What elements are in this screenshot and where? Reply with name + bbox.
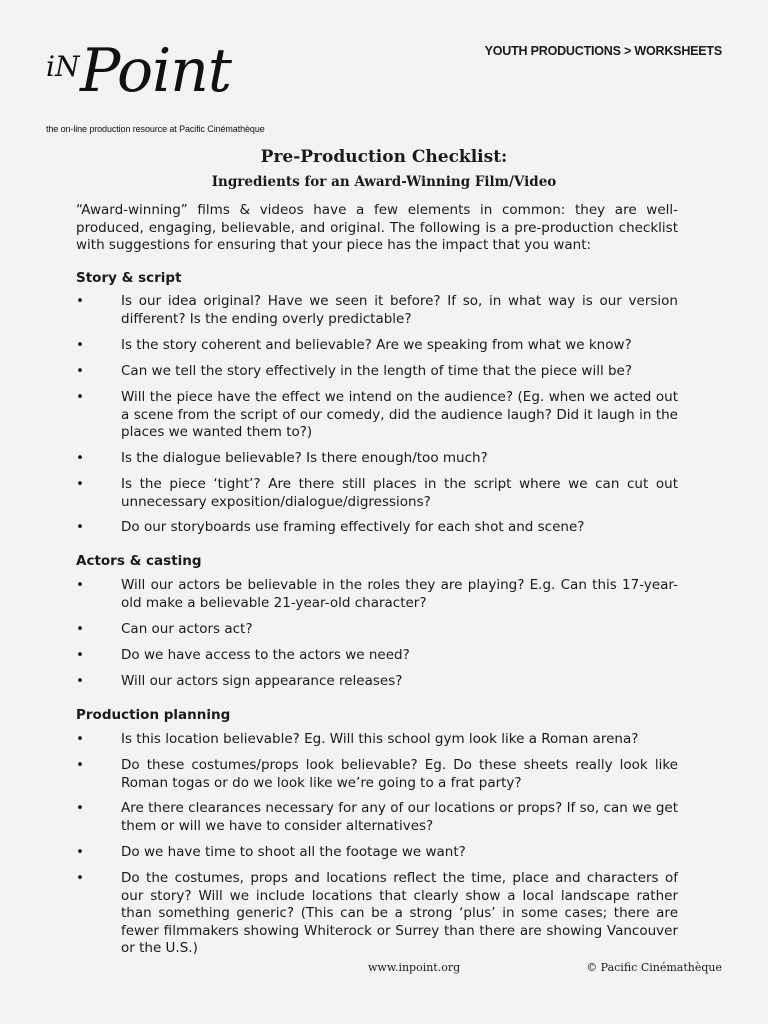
breadcrumb[interactable]: YOUTH PRODUCTIONS > WORKSHEETS [484, 44, 722, 58]
bullet: • [76, 731, 84, 747]
bullet: • [76, 577, 84, 593]
bullet: • [76, 450, 84, 466]
bullet: • [76, 476, 84, 492]
bullet: • [76, 673, 84, 689]
list-item-text: Is this location believable? Eg. Will this school gym look like a Roman arena? [121, 731, 639, 747]
list-item-text: Is the dialogue believable? Is there enough/too much? [121, 450, 488, 466]
bullet: • [76, 293, 84, 309]
list-item-text: Can our actors act? [121, 621, 253, 637]
list-item-text: Is our idea original? Have we seen it before? If so, in what way is our version different? Is the ending overly predictable? [121, 293, 678, 327]
list-item-text: Is the piece ‘tight’? Are there still places in the script where we can cut out unnecessary exposition/dialogue/digressions? [121, 476, 678, 510]
bullet: • [76, 647, 84, 663]
section-heading-actors-casting: Actors & casting [76, 553, 202, 569]
list-item-text: Will our actors be believable in the roles they are playing? E.g. Can this 17-year-old make a believable 21-year-old character? [121, 577, 678, 611]
bullet: • [76, 844, 84, 860]
bullet: • [76, 337, 84, 353]
bullet: • [76, 519, 84, 535]
list-item-text: Do these costumes/props look believable? Eg. Do these sheets really look like Roman togas or do we look like we’re going to a frat party? [121, 757, 678, 791]
footer-copyright: © Pacific Cinémathèque [586, 961, 722, 974]
list-item-text: Do our storyboards use framing effectively for each shot and scene? [121, 519, 585, 535]
list-item-text: Will the piece have the effect we intend on the audience? (Eg. when we acted out a scene from the script of our comedy, did the audience laugh? Did it laugh in the places we wanted them to?) [121, 389, 678, 440]
list-item-text: Do we have access to the actors we need? [121, 647, 410, 663]
bullet: • [76, 800, 84, 816]
bullet: • [76, 389, 84, 405]
list-item-text: Will our actors sign appearance releases? [121, 673, 403, 689]
bullet: • [76, 621, 84, 637]
intro-paragraph: “Award-winning” films & videos have a few elements in common: they are well-produced, engaging, believable, and original. The following is a pre-production checklist with suggestions for ensuring that your piece has the impact that you want: [76, 202, 678, 253]
logo-in-text: iN [46, 50, 80, 83]
page-subtitle: Ingredients for an Award-Winning Film/Video [211, 174, 557, 190]
list-item-text: Do the costumes, props and locations reflect the time, place and characters of our story? Will we include locations that clearly show a local landscape rather than something generic? (This can be a strong ‘plus’ in some cases; there are fewer filmmakers showing Whiterock or Surrey than there are showing Vancouver or the U.S.) [121, 870, 678, 956]
logo-tagline: the on-line production resource at Pacific Cinémathèque [46, 124, 265, 134]
bullet: • [76, 757, 84, 773]
list-item-text: Is the story coherent and believable? Are we speaking from what we know? [121, 337, 632, 353]
logo-point-text: Point [80, 36, 232, 106]
section-heading-production-planning: Production planning [76, 707, 231, 723]
list-item-text: Can we tell the story effectively in the length of time that the piece will be? [121, 363, 633, 379]
list-item-text: Are there clearances necessary for any of our locations or props? If so, can we get them or will we have to consider alternatives? [121, 800, 678, 834]
bullet: • [76, 870, 84, 886]
section-heading-story-script: Story & script [76, 270, 182, 286]
list-item-text: Do we have time to shoot all the footage we want? [121, 844, 466, 860]
page-title: Pre-Production Checklist: [260, 147, 508, 167]
bullet: • [76, 363, 84, 379]
footer-url-link[interactable]: www.inpoint.org [368, 961, 461, 974]
inpoint-logo [44, 36, 265, 138]
